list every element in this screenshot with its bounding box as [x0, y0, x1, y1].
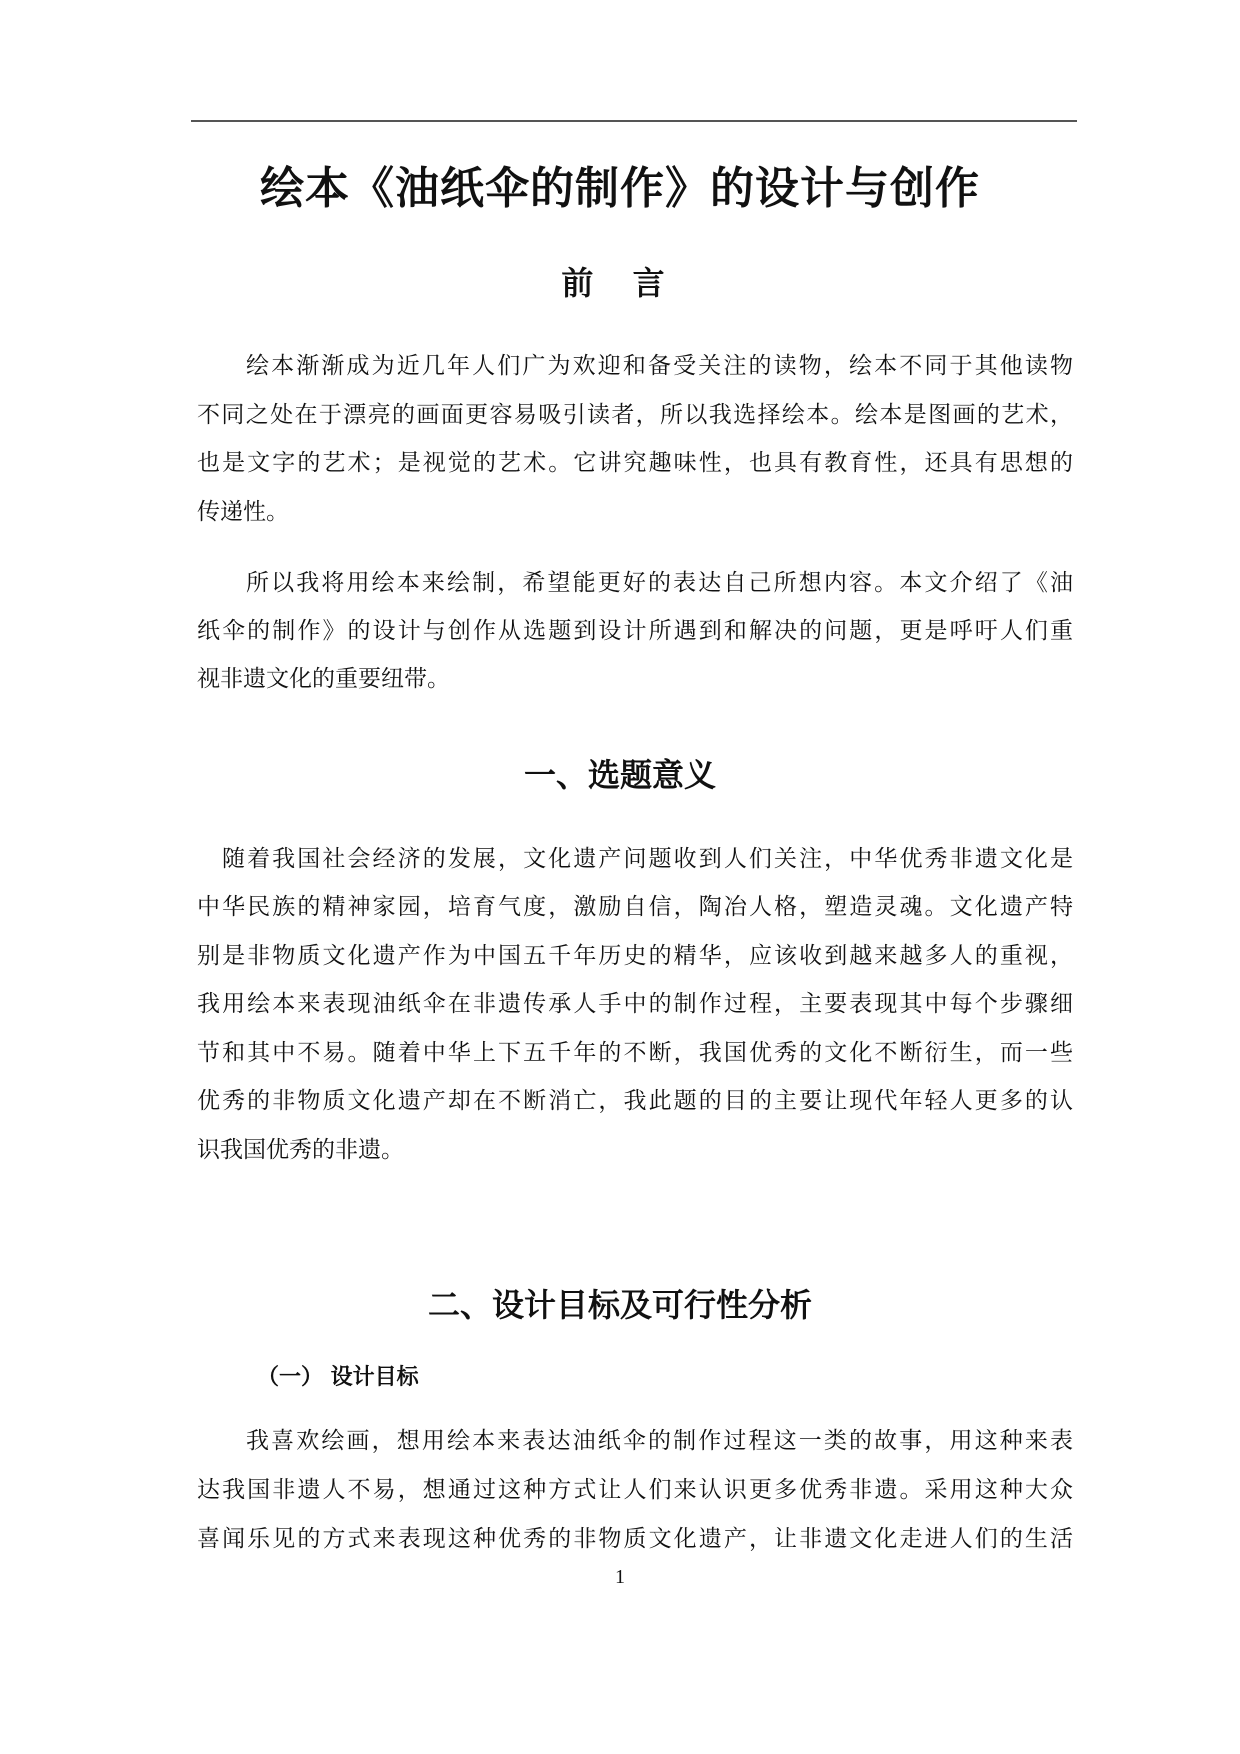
paragraph-line: 识我国优秀的非遗。 [197, 1137, 404, 1163]
paragraph-line: 所以我将用绘本来绘制，希望能更好的表达自己所想内容。本文介绍了《油 [246, 570, 1073, 596]
paragraph-line: 喜闻乐见的方式来表现这种优秀的非物质文化遗产，让非遗文化走进人们的生活 [197, 1526, 1073, 1552]
paragraph-line: 不同之处在于漂亮的画面更容易吸引读者，所以我选择绘本。绘本是图画的艺术， [197, 402, 1073, 428]
paragraph-line: 传递性。 [197, 499, 289, 525]
paragraph-line: 也是文字的艺术；是视觉的艺术。它讲究趣味性，也具有教育性，还具有思想的 [197, 450, 1073, 476]
paragraph-line: 优秀的非物质文化遗产却在不断消亡，我此题的目的主要让现代年轻人更多的认 [197, 1088, 1073, 1114]
paragraph-line: 随着我国社会经济的发展，文化遗产问题收到人们关注，中华优秀非遗文化是 [222, 846, 1073, 872]
paragraph-line: 视非遗文化的重要纽带。 [197, 666, 450, 692]
preface-heading: 前 言 [561, 264, 679, 302]
header-rule [191, 120, 1077, 122]
paragraph-line: 绘本渐渐成为近几年人们广为欢迎和备受关注的读物，绘本不同于其他读物 [246, 353, 1073, 379]
paragraph-line: 别是非物质文化遗产作为中国五千年历史的精华，应该收到越来越多人的重视， [197, 943, 1073, 969]
paragraph-line: 我喜欢绘画，想用绘本来表达油纸伞的制作过程这一类的故事，用这种来表 [246, 1428, 1073, 1454]
paragraph-line: 我用绘本来表现油纸伞在非遗传承人手中的制作过程，主要表现其中每个步骤细 [197, 991, 1073, 1017]
section-heading: 二、设计目标及可行性分析 [427, 1286, 812, 1324]
section-heading: 一、选题意义 [523, 756, 716, 794]
document-title: 绘本《油纸伞的制作》的设计与创作 [260, 163, 980, 214]
page-number: 1 [615, 1566, 625, 1588]
paragraph-line: 纸伞的制作》的设计与创作从选题到设计所遇到和解决的问题，更是呼吁人们重 [197, 618, 1073, 644]
sub-heading: （一） 设计目标 [257, 1365, 419, 1390]
paragraph-line: 达我国非遗人不易，想通过这种方式让人们来认识更多优秀非遗。采用这种大众 [197, 1477, 1073, 1503]
paragraph-line: 中华民族的精神家园，培育气度，激励自信，陶冶人格，塑造灵魂。文化遗产特 [197, 894, 1073, 920]
paragraph-line: 节和其中不易。随着中华上下五千年的不断，我国优秀的文化不断衍生，而一些 [197, 1040, 1073, 1066]
